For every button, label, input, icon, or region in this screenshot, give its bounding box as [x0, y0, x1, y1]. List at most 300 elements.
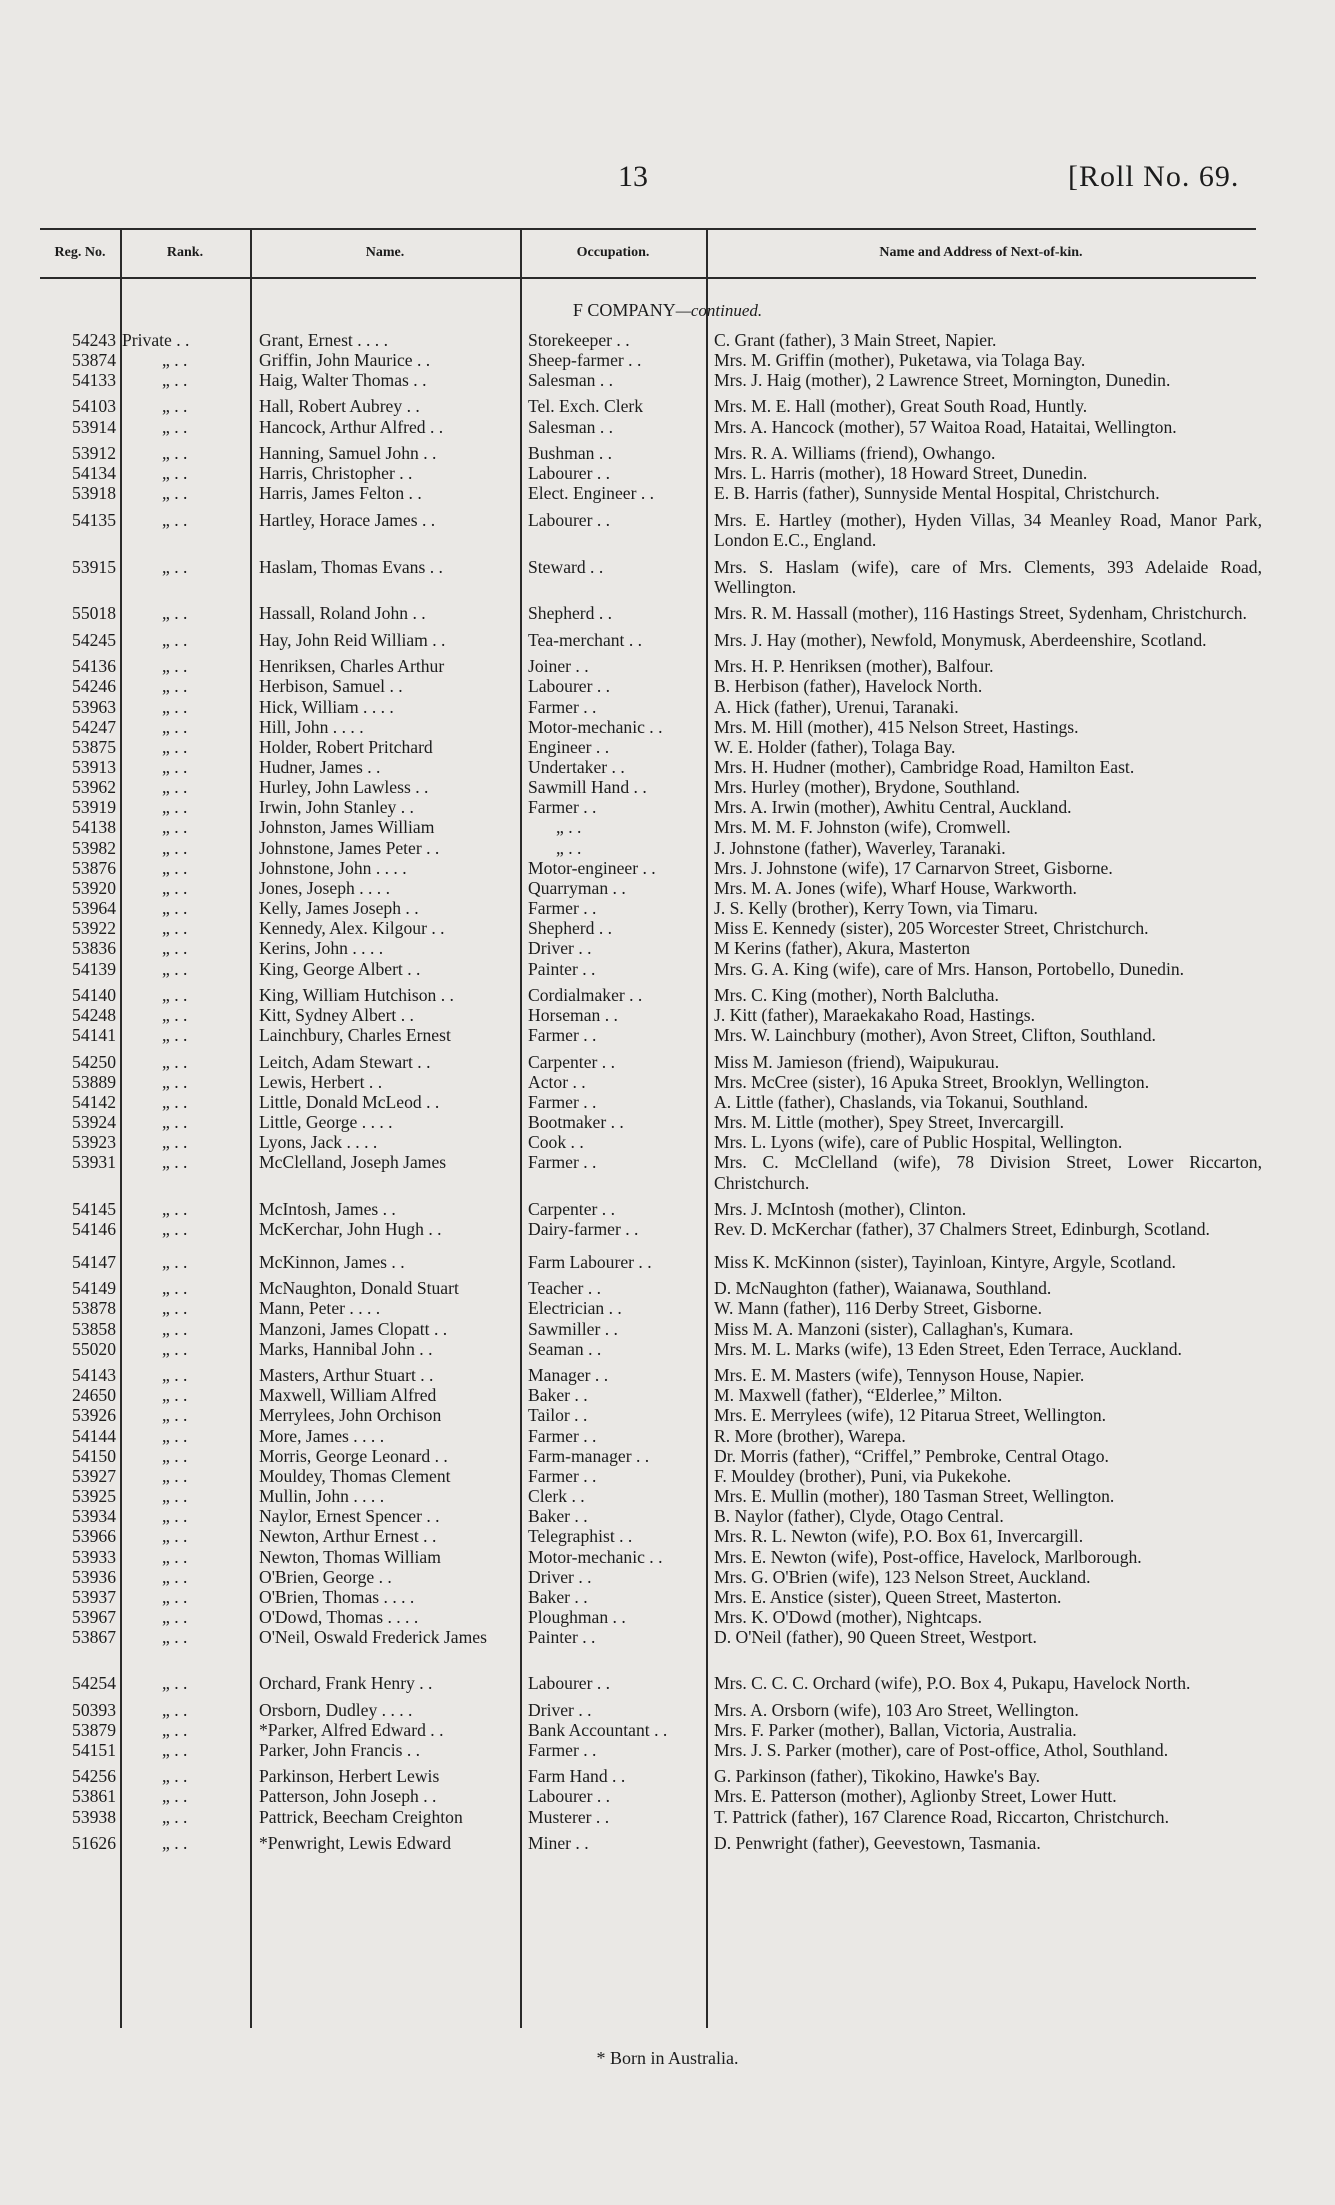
roll-row: [0, 656, 1335, 676]
name-cell: Leitch, Adam Stewart . .: [259, 1051, 431, 1072]
name-cell: O'Brien, George . .: [259, 1566, 392, 1587]
name-cell: Lyons, Jack . . . .: [259, 1132, 378, 1153]
roll-row: [0, 1252, 1335, 1272]
occupation-cell: Labourer . .: [528, 676, 611, 697]
rank-cell: „ . .: [162, 1739, 188, 1760]
roll-row: [0, 350, 1335, 370]
occupation-cell: Farm Labourer . .: [528, 1251, 652, 1272]
occupation-cell: Painter . .: [528, 958, 596, 979]
name-cell: *Penwright, Lewis Edward: [259, 1832, 452, 1853]
rank-cell: „ . .: [162, 1832, 188, 1853]
rank-cell: „ . .: [162, 1526, 188, 1547]
next-of-kin-cell: E. B. Harris (father), Sunnyside Mental Hospital, Christchurch.: [714, 483, 1160, 504]
name-cell: O'Dowd, Thomas . . . .: [259, 1606, 419, 1627]
roll-row: [0, 938, 1335, 958]
roll-row: [0, 697, 1335, 717]
next-of-kin-cell: Mrs. A. Irwin (mother), Awhitu Central, Auckland.: [714, 797, 1072, 818]
name-cell: O'Neil, Oswald Frederick James: [259, 1627, 487, 1648]
name-cell: McKerchar, John Hugh . .: [259, 1219, 442, 1240]
colhead-next-of-kin: Name and Address of Next-of-kin.: [879, 245, 1083, 260]
rank-cell: „ . .: [162, 1465, 188, 1486]
roll-row: [0, 1025, 1335, 1045]
occupation-cell: Farmer . .: [528, 696, 597, 717]
name-cell: Little, Donald McLeod . .: [259, 1091, 440, 1112]
occupation-cell: Labourer . .: [528, 1786, 611, 1807]
reg-no-cell: 54103: [72, 396, 116, 417]
name-cell: Johnstone, James Peter . .: [259, 837, 440, 858]
rank-cell: „ . .: [162, 877, 188, 898]
name-cell: Jones, Joseph . . . .: [259, 877, 390, 898]
name-cell: Kennedy, Alex. Kilgour . .: [259, 918, 445, 939]
occupation-cell: Motor-engineer . .: [528, 857, 656, 878]
rank-cell: „ . .: [162, 1673, 188, 1694]
name-cell: Merrylees, John Orchison: [259, 1405, 442, 1426]
name-cell: Kitt, Sydney Albert . .: [259, 1005, 414, 1026]
reg-no-cell: 54139: [72, 958, 116, 979]
occupation-cell: Teacher . .: [528, 1278, 602, 1299]
page-number: 13: [618, 160, 648, 193]
roll-row: [0, 1426, 1335, 1446]
rank-cell: „ . .: [162, 1071, 188, 1092]
occupation-cell: Farmer . .: [528, 1091, 597, 1112]
roll-row: [0, 985, 1335, 1005]
name-cell: Holder, Robert Pritchard: [259, 736, 433, 757]
roll-row: [0, 463, 1335, 483]
name-cell: *Parker, Alfred Edward . .: [259, 1719, 444, 1740]
rank-cell: „ . .: [162, 1318, 188, 1339]
rank-cell: „ . .: [162, 1112, 188, 1133]
name-cell: Hudner, James . .: [259, 756, 381, 777]
name-cell: Hartley, Horace James . .: [259, 509, 436, 530]
rank-cell: „ . .: [162, 396, 188, 417]
next-of-kin-cell: A. Little (father), Chaslands, via Tokanui, Southland.: [714, 1091, 1089, 1112]
next-of-kin-cell: Mrs. M. E. Hall (mother), Great South Road, Huntly.: [714, 396, 1088, 417]
next-of-kin-cell: D. Penwright (father), Geevestown, Tasmania.: [714, 1832, 1041, 1853]
rank-cell: „ . .: [162, 1338, 188, 1359]
roll-row: [0, 1405, 1335, 1425]
roll-row: [0, 1052, 1335, 1072]
occupation-cell: Engineer . .: [528, 736, 610, 757]
occupation-cell: Farm Hand . .: [528, 1766, 626, 1787]
occupation-cell: Clerk . .: [528, 1486, 585, 1507]
roll-row: [0, 898, 1335, 918]
reg-no-cell: 53982: [72, 837, 116, 858]
rank-cell: „ . .: [162, 1005, 188, 1026]
next-of-kin-cell: Mrs. J. Haig (mother), 2 Lawrence Street, Mornington, Dunedin.: [714, 370, 1171, 391]
next-of-kin-cell: Mrs. M. Little (mother), Spey Street, Invercargill.: [714, 1112, 1065, 1133]
occupation-cell: Driver . .: [528, 1699, 592, 1720]
reg-no-cell: 53874: [72, 349, 116, 370]
occupation-cell: Actor . .: [528, 1071, 586, 1092]
next-of-kin-cell: Mrs. K. O'Dowd (mother), Nightcaps.: [714, 1606, 983, 1627]
name-cell: Masters, Arthur Stuart . .: [259, 1365, 434, 1386]
occupation-cell: Farm-manager . .: [528, 1445, 650, 1466]
reg-no-cell: 54243: [72, 329, 116, 350]
roll-row: [0, 1446, 1335, 1466]
next-of-kin-cell: Mrs. H. Hudner (mother), Cambridge Road, Hamilton East.: [714, 756, 1135, 777]
next-of-kin-cell: M. Maxwell (father), “Elderlee,” Milton.: [714, 1385, 1003, 1406]
rank-cell: „ . .: [162, 1091, 188, 1112]
next-of-kin-cell: Mrs. S. Haslam (wife), care of Mrs. Clements, 393 Adelaide Road, Wellington.: [714, 556, 1262, 597]
name-cell: Orchard, Frank Henry . .: [259, 1673, 433, 1694]
occupation-cell: Sawmill Hand . .: [528, 777, 647, 798]
occupation-cell: Dairy-farmer . .: [528, 1219, 639, 1240]
occupation-cell: Motor-mechanic . .: [528, 716, 663, 737]
occupation-cell: Horseman . .: [528, 1005, 618, 1026]
name-cell: More, James . . . .: [259, 1425, 385, 1446]
next-of-kin-cell: Mrs. F. Parker (mother), Ballan, Victoria, Australia.: [714, 1719, 1077, 1740]
roll-row: [0, 797, 1335, 817]
name-cell: Mouldey, Thomas Clement: [259, 1465, 451, 1486]
next-of-kin-cell: W. E. Holder (father), Tolaga Bay.: [714, 736, 956, 757]
roll-row: [0, 1298, 1335, 1318]
rank-cell: „ . .: [162, 1786, 188, 1807]
next-of-kin-cell: Mrs. E. Hartley (mother), Hyden Villas, 34 Meanley Road, Manor Park, London E.C., England.: [714, 509, 1262, 551]
rank-cell: „ . .: [162, 1199, 188, 1220]
reg-no-cell: 53915: [72, 556, 116, 577]
rank-cell: „ . .: [162, 756, 188, 777]
section-heading: [0, 300, 1335, 321]
rank-cell: „ . .: [162, 1486, 188, 1507]
occupation-cell: Miner . .: [528, 1832, 589, 1853]
occupation-cell: Undertaker . .: [528, 756, 625, 777]
section-title: F COMPANY: [572, 300, 676, 320]
roll-row: [0, 1673, 1335, 1693]
roll-row: [0, 1339, 1335, 1359]
roll-row: [0, 1278, 1335, 1298]
occupation-cell: Bank Accountant . .: [528, 1719, 668, 1740]
occupation-cell: Sawmiller . .: [528, 1318, 618, 1339]
name-cell: Griffin, John Maurice . .: [259, 349, 431, 370]
rank-cell: „ . .: [162, 1425, 188, 1446]
next-of-kin-cell: B. Herbison (father), Havelock North.: [714, 676, 983, 697]
next-of-kin-cell: Mrs. M. Griffin (mother), Puketawa, via Tolaga Bay.: [714, 349, 1086, 370]
rank-cell: „ . .: [162, 656, 188, 677]
rank-cell: „ . .: [162, 349, 188, 370]
reg-no-cell: 54138: [72, 817, 116, 838]
roll-row: [0, 1740, 1335, 1760]
occupation-cell: Electrician . .: [528, 1298, 622, 1319]
occupation-cell: Salesman . .: [528, 370, 614, 391]
rank-cell: „ . .: [162, 676, 188, 697]
next-of-kin-cell: Mrs. M. M. F. Johnston (wife), Cromwell.: [714, 817, 1011, 838]
reg-no-cell: 54151: [72, 1739, 116, 1760]
roll-row: [0, 330, 1335, 350]
roll-row: [0, 557, 1335, 598]
occupation-cell: Telegraphist . .: [528, 1526, 633, 1547]
name-cell: Irwin, John Stanley . .: [259, 797, 414, 818]
reg-no-cell: 53922: [72, 918, 116, 939]
rank-cell: „ . .: [162, 509, 188, 530]
reg-no-cell: 53967: [72, 1606, 116, 1627]
name-cell: Lainchbury, Charles Ernest: [259, 1025, 451, 1046]
next-of-kin-cell: Miss M. A. Manzoni (sister), Callaghan's, Kumara.: [714, 1318, 1074, 1339]
next-of-kin-cell: Mrs. R. A. Williams (friend), Owhango.: [714, 443, 996, 464]
rank-cell: „ . .: [162, 817, 188, 838]
name-cell: Hassall, Roland John . .: [259, 603, 426, 624]
roll-row: [0, 838, 1335, 858]
reg-no-cell: 54149: [72, 1278, 116, 1299]
reg-no-cell: 54136: [72, 656, 116, 677]
rank-cell: „ . .: [162, 1385, 188, 1406]
occupation-cell: Painter . .: [528, 1627, 596, 1648]
occupation-cell: Labourer . .: [528, 509, 611, 530]
occupation-cell: Carpenter . .: [528, 1199, 615, 1220]
rank-cell: „ . .: [162, 716, 188, 737]
reg-no-cell: 55020: [72, 1338, 116, 1359]
next-of-kin-cell: B. Naylor (father), Clyde, Otago Central.: [714, 1506, 1004, 1527]
next-of-kin-cell: Mrs. W. Lainchbury (mother), Avon Street, Clifton, Southland.: [714, 1025, 1156, 1046]
reg-no-cell: 53876: [72, 857, 116, 878]
next-of-kin-cell: Mrs. M. L. Marks (wife), 13 Eden Street, Eden Terrace, Auckland.: [714, 1338, 1182, 1359]
next-of-kin-cell: J. Johnstone (father), Waverley, Taranaki.: [714, 837, 1006, 858]
roll-row: [0, 483, 1335, 503]
reg-no-cell: 54150: [72, 1445, 116, 1466]
name-cell: Haig, Walter Thomas . .: [259, 370, 427, 391]
rank-cell: „ . .: [162, 898, 188, 919]
reg-no-cell: 53913: [72, 756, 116, 777]
reg-no-cell: 53963: [72, 696, 116, 717]
name-cell: Grant, Ernest . . . .: [259, 329, 388, 350]
rank-cell: „ . .: [162, 918, 188, 939]
occupation-cell: Salesman . .: [528, 416, 614, 437]
roll-row: [0, 370, 1335, 390]
occupation-cell: Farmer . .: [528, 797, 597, 818]
roll-row: [0, 1005, 1335, 1025]
reg-no-cell: 55018: [72, 603, 116, 624]
roll-row: [0, 676, 1335, 696]
name-cell: Johnstone, John . . . .: [259, 857, 407, 878]
name-cell: Hurley, John Lawless . .: [259, 777, 429, 798]
roll-row: [0, 1587, 1335, 1607]
occupation-cell: Bushman . .: [528, 443, 613, 464]
roll-row: [0, 443, 1335, 463]
occupation-cell: Sheep-farmer . .: [528, 349, 642, 370]
next-of-kin-cell: J. Kitt (father), Maraekakaho Road, Hastings.: [714, 1005, 1035, 1026]
roll-row: [0, 717, 1335, 737]
section-suffix: —continued.: [675, 301, 763, 320]
occupation-cell: Storekeeper . .: [528, 329, 630, 350]
roll-row: [0, 1627, 1335, 1667]
occupation-cell: Farmer . .: [528, 1465, 597, 1486]
name-cell: Mann, Peter . . . .: [259, 1298, 381, 1319]
roll-row: [0, 1700, 1335, 1720]
rank-cell: „ . .: [162, 1586, 188, 1607]
rank-cell: „ . .: [162, 938, 188, 959]
rank-cell: „ . .: [162, 1699, 188, 1720]
name-cell: Kerins, John . . . .: [259, 938, 384, 959]
occupation-cell: Shepherd . .: [528, 603, 613, 624]
next-of-kin-cell: Mrs. J. Johnstone (wife), 17 Carnarvon Street, Gisborne.: [714, 857, 1113, 878]
roll-row: [0, 737, 1335, 757]
name-cell: Hay, John Reid William . .: [259, 629, 446, 650]
reg-no-cell: 54144: [72, 1425, 116, 1446]
name-cell: Parkinson, Herbert Lewis: [259, 1766, 440, 1787]
rank-cell: „ . .: [162, 1365, 188, 1386]
name-cell: Hick, William . . . .: [259, 696, 394, 717]
footnote: * Born in Australia.: [596, 2048, 739, 2068]
reg-no-cell: 53938: [72, 1806, 116, 1827]
name-cell: Little, George . . . .: [259, 1112, 393, 1133]
reg-no-cell: 54133: [72, 370, 116, 391]
roll-row: [0, 1786, 1335, 1806]
roll-row: [0, 1607, 1335, 1627]
occupation-cell: Driver . .: [528, 938, 592, 959]
next-of-kin-cell: Mrs. M. Hill (mother), 415 Nelson Street, Hastings.: [714, 716, 1079, 737]
reg-no-cell: 53931: [72, 1152, 116, 1173]
next-of-kin-cell: Mrs. L. Harris (mother), 18 Howard Street, Dunedin.: [714, 463, 1088, 484]
roll-row: [0, 510, 1335, 551]
occupation-cell: Manager . .: [528, 1365, 609, 1386]
rank-cell: Private . .: [122, 329, 190, 350]
occupation-cell: Bootmaker . .: [528, 1112, 624, 1133]
rank-cell: „ . .: [162, 1719, 188, 1740]
name-cell: Henriksen, Charles Arthur: [259, 656, 445, 677]
occupation-cell: Elect. Engineer . .: [528, 483, 655, 504]
rank-cell: „ . .: [162, 556, 188, 577]
next-of-kin-cell: D. McNaughton (father), Waianawa, Southland.: [714, 1278, 1052, 1299]
next-of-kin-cell: Mrs. A. Hancock (mother), 57 Waitoa Road, Hataitai, Wellington.: [714, 416, 1177, 437]
occupation-cell: Farmer . .: [528, 1425, 597, 1446]
next-of-kin-cell: Mrs. R. M. Hassall (mother), 116 Hastings Street, Sydenham, Christchurch.: [714, 603, 1247, 624]
next-of-kin-cell: Mrs. M. A. Jones (wife), Wharf House, Warkworth.: [714, 877, 1077, 898]
occupation-cell: „ . .: [556, 837, 582, 858]
occupation-cell: Baker . .: [528, 1506, 588, 1527]
roll-row: [0, 1486, 1335, 1506]
next-of-kin-cell: C. Grant (father), 3 Main Street, Napier.: [714, 329, 997, 350]
next-of-kin-cell: Mrs. A. Orsborn (wife), 103 Aro Street, Wellington.: [714, 1699, 1079, 1720]
next-of-kin-cell: G. Parkinson (father), Tikokino, Hawke's Bay.: [714, 1766, 1041, 1787]
reg-no-cell: 53875: [72, 736, 116, 757]
colhead-occupation: Occupation.: [576, 245, 650, 260]
name-cell: Manzoni, James Clopatt . .: [259, 1318, 448, 1339]
reg-no-cell: 53918: [72, 483, 116, 504]
next-of-kin-cell: Rev. D. McKerchar (father), 37 Chalmers Street, Edinburgh, Scotland.: [714, 1219, 1210, 1240]
next-of-kin-cell: Mrs. J. S. Parker (mother), care of Post-office, Athol, Southland.: [714, 1739, 1169, 1760]
rank-cell: „ . .: [162, 1132, 188, 1153]
reg-no-cell: 54140: [72, 984, 116, 1005]
reg-no-cell: 51626: [72, 1832, 116, 1853]
roll-row: [0, 878, 1335, 898]
rank-cell: „ . .: [162, 1025, 188, 1046]
reg-no-cell: 54245: [72, 629, 116, 650]
colhead-name: Name.: [365, 245, 405, 260]
roll-number: [Roll No. 69.: [1068, 160, 1240, 193]
name-cell: Maxwell, William Alfred: [259, 1385, 437, 1406]
reg-no-cell: 53861: [72, 1786, 116, 1807]
next-of-kin-cell: Mrs. H. P. Henriksen (mother), Balfour.: [714, 656, 994, 677]
reg-no-cell: 53914: [72, 416, 116, 437]
next-of-kin-cell: Mrs. J. McIntosh (mother), Clinton.: [714, 1199, 967, 1220]
rank-cell: „ . .: [162, 857, 188, 878]
name-cell: McClelland, Joseph James: [259, 1152, 447, 1173]
roll-row: [0, 1466, 1335, 1486]
name-cell: Orsborn, Dudley . . . .: [259, 1699, 413, 1720]
rank-cell: „ . .: [162, 797, 188, 818]
name-cell: Haslam, Thomas Evans . .: [259, 556, 443, 577]
reg-no-cell: 54146: [72, 1219, 116, 1240]
rank-cell: „ . .: [162, 984, 188, 1005]
roll-row: [0, 1807, 1335, 1827]
reg-no-cell: 54142: [72, 1091, 116, 1112]
reg-no-cell: 53964: [72, 898, 116, 919]
occupation-cell: Steward . .: [528, 556, 604, 577]
roll-row: [0, 1365, 1335, 1385]
roll-row: [0, 1506, 1335, 1526]
rank-cell: „ . .: [162, 1627, 188, 1648]
occupation-cell: Ploughman . .: [528, 1606, 626, 1627]
reg-no-cell: 53937: [72, 1586, 116, 1607]
next-of-kin-cell: Mrs. G. A. King (wife), care of Mrs. Hanson, Portobello, Dunedin.: [714, 958, 1185, 979]
reg-no-cell: 53912: [72, 443, 116, 464]
name-cell: McKinnon, James . .: [259, 1251, 405, 1272]
rank-cell: „ . .: [162, 1298, 188, 1319]
rank-cell: „ . .: [162, 1405, 188, 1426]
occupation-cell: Tel. Exch. Clerk: [528, 396, 644, 417]
next-of-kin-cell: M Kerins (father), Akura, Masterton: [714, 938, 971, 959]
name-cell: Hall, Robert Aubrey . .: [259, 396, 420, 417]
next-of-kin-cell: A. Hick (father), Urenui, Taranaki.: [714, 696, 959, 717]
roll-row: [0, 1152, 1335, 1193]
reg-no-cell: 53924: [72, 1112, 116, 1133]
rank-cell: „ . .: [162, 1606, 188, 1627]
reg-no-cell: 24650: [72, 1385, 116, 1406]
rank-cell: „ . .: [162, 1806, 188, 1827]
next-of-kin-cell: Mrs. Hurley (mother), Brydone, Southland.: [714, 777, 1020, 798]
reg-no-cell: 54135: [72, 509, 116, 530]
next-of-kin-cell: Mrs. E. Mullin (mother), 180 Tasman Street, Wellington.: [714, 1486, 1115, 1507]
reg-no-cell: 54147: [72, 1251, 116, 1272]
name-cell: King, William Hutchison . .: [259, 984, 454, 1005]
roll-row: [0, 777, 1335, 797]
rank-cell: „ . .: [162, 1219, 188, 1240]
name-cell: Patterson, John Joseph . .: [259, 1786, 437, 1807]
roll-row: [0, 757, 1335, 777]
next-of-kin-cell: J. S. Kelly (brother), Kerry Town, via Timaru.: [714, 898, 1038, 919]
roll-row: [0, 1132, 1335, 1152]
occupation-cell: Motor-mechanic . .: [528, 1546, 663, 1567]
roll-row: [0, 817, 1335, 837]
next-of-kin-cell: D. O'Neil (father), 90 Queen Street, Westport.: [714, 1627, 1037, 1648]
next-of-kin-cell: Mrs. E. Anstice (sister), Queen Street, Masterton.: [714, 1586, 1062, 1607]
reg-no-cell: 50393: [72, 1699, 116, 1720]
reg-no-cell: 53836: [72, 938, 116, 959]
occupation-cell: Cook . .: [528, 1132, 584, 1153]
name-cell: Hancock, Arthur Alfred . .: [259, 416, 444, 437]
next-of-kin-cell: F. Mouldey (brother), Puni, via Pukekohe.: [714, 1465, 1012, 1486]
name-cell: Morris, George Leonard . .: [259, 1445, 448, 1466]
reg-no-cell: 53927: [72, 1465, 116, 1486]
name-cell: Herbison, Samuel . .: [259, 676, 403, 697]
rank-cell: „ . .: [162, 1152, 188, 1173]
next-of-kin-cell: Mrs. E. Newton (wife), Post-office, Havelock, Marlborough.: [714, 1546, 1142, 1567]
roll-row: [0, 1112, 1335, 1132]
next-of-kin-cell: Mrs. C. C. C. Orchard (wife), P.O. Box 4, Pukapu, Havelock North.: [714, 1673, 1191, 1694]
name-cell: Newton, Arthur Ernest . .: [259, 1526, 437, 1547]
occupation-cell: Driver . .: [528, 1566, 592, 1587]
next-of-kin-cell: Miss M. Jamieson (friend), Waipukurau.: [714, 1051, 1000, 1072]
reg-no-cell: 53934: [72, 1506, 116, 1527]
roll-row: [0, 1219, 1335, 1239]
rank-cell: „ . .: [162, 416, 188, 437]
reg-no-cell: 54143: [72, 1365, 116, 1386]
rank-cell: „ . .: [162, 736, 188, 757]
occupation-cell: Labourer . .: [528, 1673, 611, 1694]
occupation-cell: Farmer . .: [528, 1739, 597, 1760]
next-of-kin-cell: Mrs. E. Patterson (mother), Aglionby Street, Lower Hutt.: [714, 1786, 1117, 1807]
roll-row: [0, 1526, 1335, 1546]
occupation-cell: Shepherd . .: [528, 918, 613, 939]
